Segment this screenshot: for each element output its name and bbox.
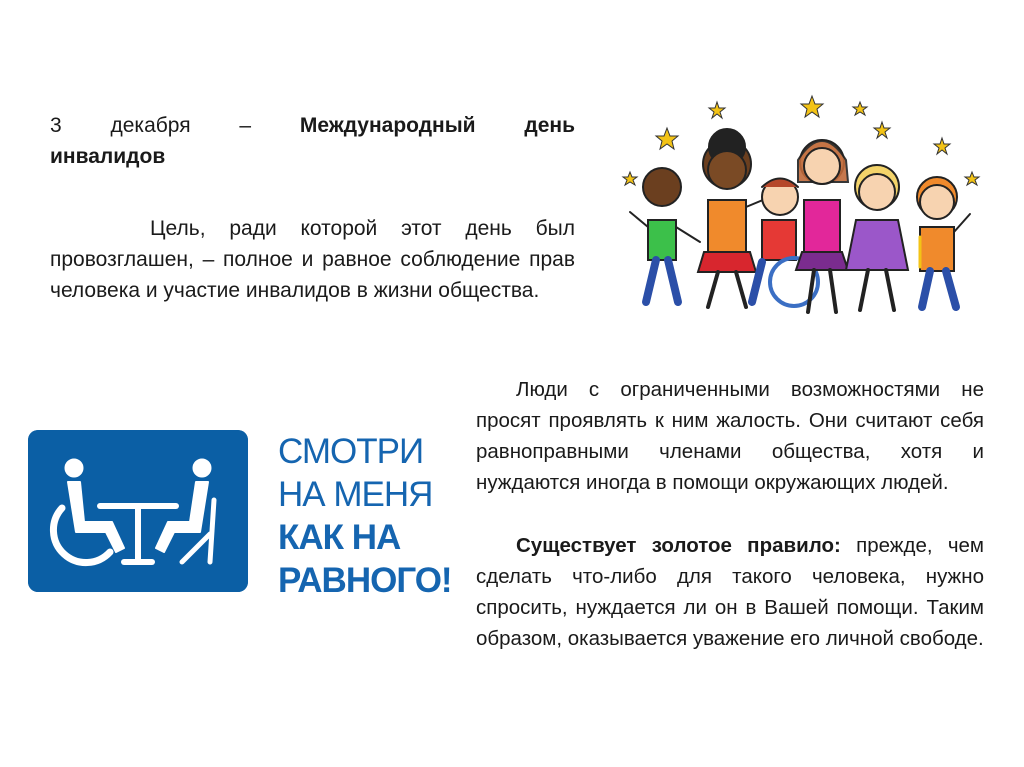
page-title: [50, 110, 575, 172]
purpose-text: Цель, ради которой этот день был провозглашен, – полное и равное соблюдение прав человека и участие инвалидов в жизни общества.: [50, 217, 575, 302]
date-text: 3 декабря –: [50, 114, 252, 137]
paragraph1-text: Люди с ограниченными возможностями не просят проявлять к ним жалость. Они считают себя равноправными членами общества, хотя и нуждаются иногда в помощи окружающих людей.: [476, 378, 984, 494]
slogan: [278, 430, 458, 602]
people-paragraph: [476, 374, 984, 498]
children-holding-hands-illustration: [612, 92, 992, 327]
title-bold-2: инвалидов: [50, 145, 166, 168]
title-bold-1: Международный день: [299, 114, 575, 137]
golden-rule-text: прежде, чем сделать что-либо для такого человека, нужно спросить, нуждается ли он в Вашей помощи. Таким образом, оказывается уважение его личной свободе.: [476, 534, 985, 650]
purpose-paragraph: [50, 213, 575, 306]
slogan-line-2: НА МЕНЯ: [278, 475, 433, 514]
slogan-line-3: КАК НА: [278, 518, 401, 557]
golden-rule-label: Существует золотое правило:: [516, 534, 841, 557]
golden-rule-paragraph: [476, 530, 984, 654]
wheelchair-table-icon: [28, 430, 248, 592]
slogan-line-1: СМОТРИ: [278, 432, 424, 471]
slogan-line-4: РАВНОГО!: [278, 561, 452, 600]
